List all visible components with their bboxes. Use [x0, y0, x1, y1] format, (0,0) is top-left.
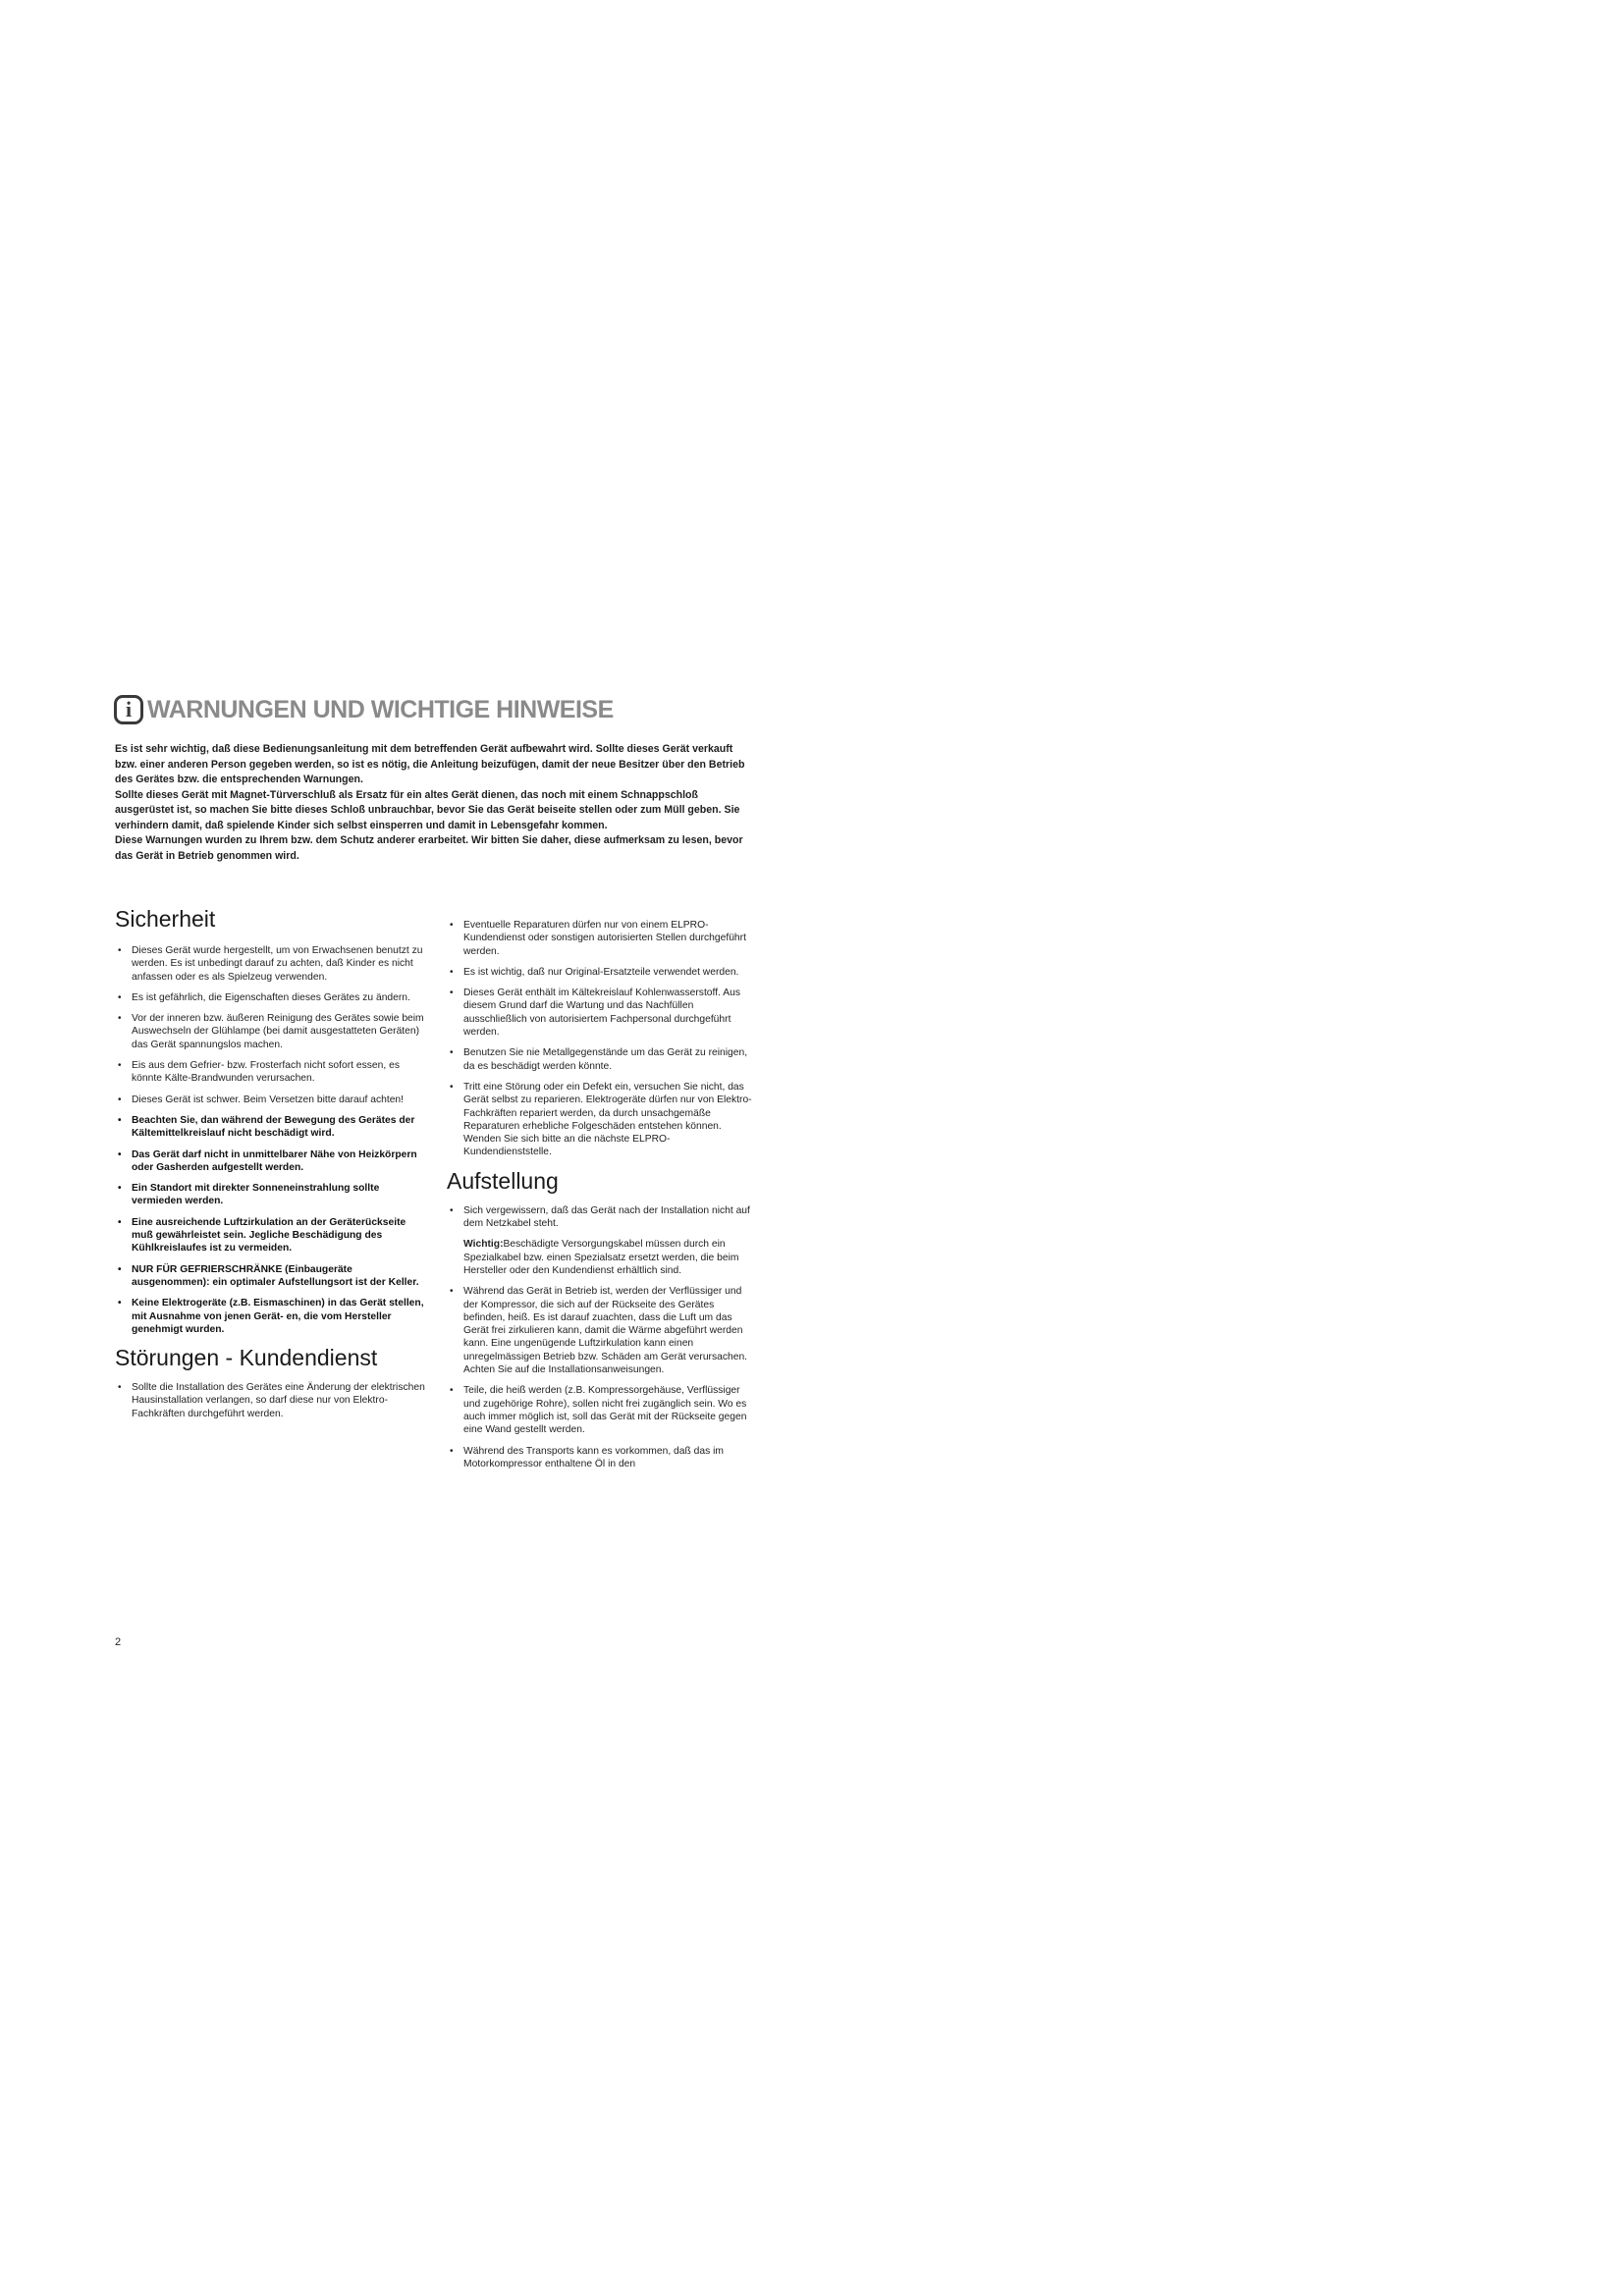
page-title: WARNUNGEN UND WICHTIGE HINWEISE [147, 695, 614, 723]
intro-text [115, 742, 753, 864]
list-item: • Eis aus dem Gefrier- bzw. Frosterfach nicht sofort essen, es könnte Kälte-Brandwunden verursachen. [115, 1059, 425, 1086]
aufstellung-list [447, 1204, 757, 1470]
list-item: • Sollte die Installation des Gerätes eine Änderung der elektrischen Hausinstallation verlangen, so darf diese nur von Elektro-Fachkräften durchgeführt werden. [115, 1381, 425, 1420]
heading-stoerungen: Störungen - Kundendienst [115, 1345, 378, 1371]
list-item: • Dieses Gerät enthält im Kältekreislauf Kohlenwasserstoff. Aus diesem Grund darf die Wartung und das Nachfüllen ausschließlich von autorisiertem Fachpersonal durchgeführt werden. [447, 987, 757, 1039]
list-item: • Während des Transports kann es vorkommen, daß das im Motorkompressor enthaltene Öl in den [447, 1445, 757, 1471]
list-item: • Das Gerät darf nicht in unmittelbarer Nähe von Heizkörpern oder Gasherden aufgestellt werden. [115, 1148, 425, 1175]
list-item: • Dieses Gerät ist schwer. Beim Versetzen bitte darauf achten! [115, 1094, 425, 1106]
heading-sicherheit: Sicherheit [115, 906, 216, 932]
list-item: • NUR FÜR GEFRIERSCHRÄNKE (Einbaugeräte ausgenommen): ein optimaler Aufstellungsort ist der Keller. [115, 1263, 425, 1290]
list-item: • Eine ausreichende Luftzirkulation an der Geräterückseite muß gewährleistet sein. Jegliche Beschädigung des Kühlkreislaufes ist zu vermeiden. [115, 1216, 425, 1255]
stoerungen-list-continued [447, 919, 757, 1159]
note-text: Beschädigte Versorgungskabel müssen durch ein Spezialkabel bzw. einen Spezialsatz ersetzt werden, die beim Hersteller oder den Kundendienst erhältlich sind. [463, 1239, 739, 1276]
list-item: • Es ist gefährlich, die Eigenschaften dieses Gerätes zu ändern. [115, 991, 425, 1004]
list-item: • Vor der inneren bzw. äußeren Reinigung des Gerätes sowie beim Auswechseln der Glühlampe (bei damit ausgestatteten Geräten) das Gerät spannungslos machen. [115, 1012, 425, 1051]
intro-paragraph: Sollte dieses Gerät mit Magnet-Türverschluß als Ersatz für ein altes Gerät dienen, das noch mit einem Schnappschloß ausgerüstet ist, so machen Sie bitte dieses Schloß unbrauchbar, bevor Sie das Gerät beiseite stellen oder zum Müll geben. Sie verhindern damit, daß spielende Kinder sich selbst einsperren und damit in Lebensgefahr kommen. [115, 788, 740, 831]
list-item: • Eventuelle Reparaturen dürfen nur von einem ELPRO-Kundendienst oder sonstigen autorisierten Stellen durchgeführt werden. [447, 919, 757, 958]
info-icon-glyph: i [125, 697, 133, 721]
list-item: • Benutzen Sie nie Metallgegenstände um das Gerät zu reinigen, da es beschädigt werden könnte. [447, 1046, 757, 1073]
left-column [115, 905, 425, 1428]
intro-paragraph: Diese Warnungen wurden zu Ihrem bzw. dem Schutz anderer erarbeitet. Wir bitten Sie daher, diese aufmerksam zu lesen, bevor das Gerät in Betrieb genommen wird. [115, 834, 743, 862]
intro-paragraph: Es ist sehr wichtig, daß diese Bedienungsanleitung mit dem betreffenden Gerät aufbewahrt wird. Sollte dieses Gerät verkauft bzw. einer anderen Person gegeben werden, so ist es nötig, die Anleitung beizufügen, damit der neue Besitzer über den Betrieb des Gerätes bzw. die entsprechenden Warnungen. [115, 743, 745, 785]
list-item: • Während das Gerät in Betrieb ist, werden der Verflüssiger und der Kompressor, die sich auf der Rückseite des Gerätes befinden, heiß. Es ist darauf zuachten, dass die Luft um das Gerät frei zirkulieren kann, damit die Wärme abgeführt werden kann. Eine ungenügende Luftzirkulation kann einen unregelmässigen Betrieb bzw. Schäden am Gerät verursachen. Achten Sie auf die Installationsanweisungen. [447, 1285, 757, 1376]
list-item: • Keine Elektrogeräte (z.B. Eismaschinen) in das Gerät stellen, mit Ausnahme von jenen Gerät- en, die vom Hersteller genehmigt wurden. [115, 1297, 425, 1336]
info-icon [114, 695, 143, 724]
list-item: • Tritt eine Störung oder ein Defekt ein, versuchen Sie nicht, das Gerät selbst zu reparieren. Elektrogeräte dürfen nur von Elektro-Fachkräften repariert werden, da durch unsachgemäße Reparaturen erhebliche Folgeschäden entstehen können. Wenden Sie sich bitte an die nächste ELPRO-Kundendienststelle. [447, 1081, 757, 1159]
page-number: 2 [115, 1636, 122, 1648]
note-label: Wichtig: [463, 1239, 504, 1251]
section-header [114, 687, 762, 732]
list-item: • Sich vergewissern, daß das Gerät nach der Installation nicht auf dem Netzkabel steht. [447, 1204, 757, 1231]
note-item [447, 1238, 757, 1277]
list-item: • Dieses Gerät wurde hergestellt, um von Erwachsenen benutzt zu werden. Es ist unbedingt darauf zu achten, daß Kinder es nicht anfassen oder es als Spielzeug verwenden. [115, 944, 425, 984]
list-item: • Ein Standort mit direkter Sonneneinstrahlung sollte vermieden werden. [115, 1182, 425, 1208]
list-item: • Es ist wichtig, daß nur Original-Ersatzteile verwendet werden. [447, 966, 757, 979]
sicherheit-list [115, 944, 425, 1336]
right-column [447, 919, 757, 1478]
heading-aufstellung: Aufstellung [447, 1167, 559, 1194]
list-item: • Beachten Sie, dan während der Bewegung des Gerätes der Kältemittelkreislauf nicht beschädigt wird. [115, 1114, 425, 1141]
stoerungen-list [115, 1381, 425, 1420]
list-item: • Teile, die heiß werden (z.B. Kompressorgehäuse, Verflüssiger und zugehörige Rohre), sollen nicht frei zugänglich sein. Wo es auch immer möglich ist, soll das Gerät mit der Rückseite gegen eine Wand gestellt werden. [447, 1384, 757, 1436]
